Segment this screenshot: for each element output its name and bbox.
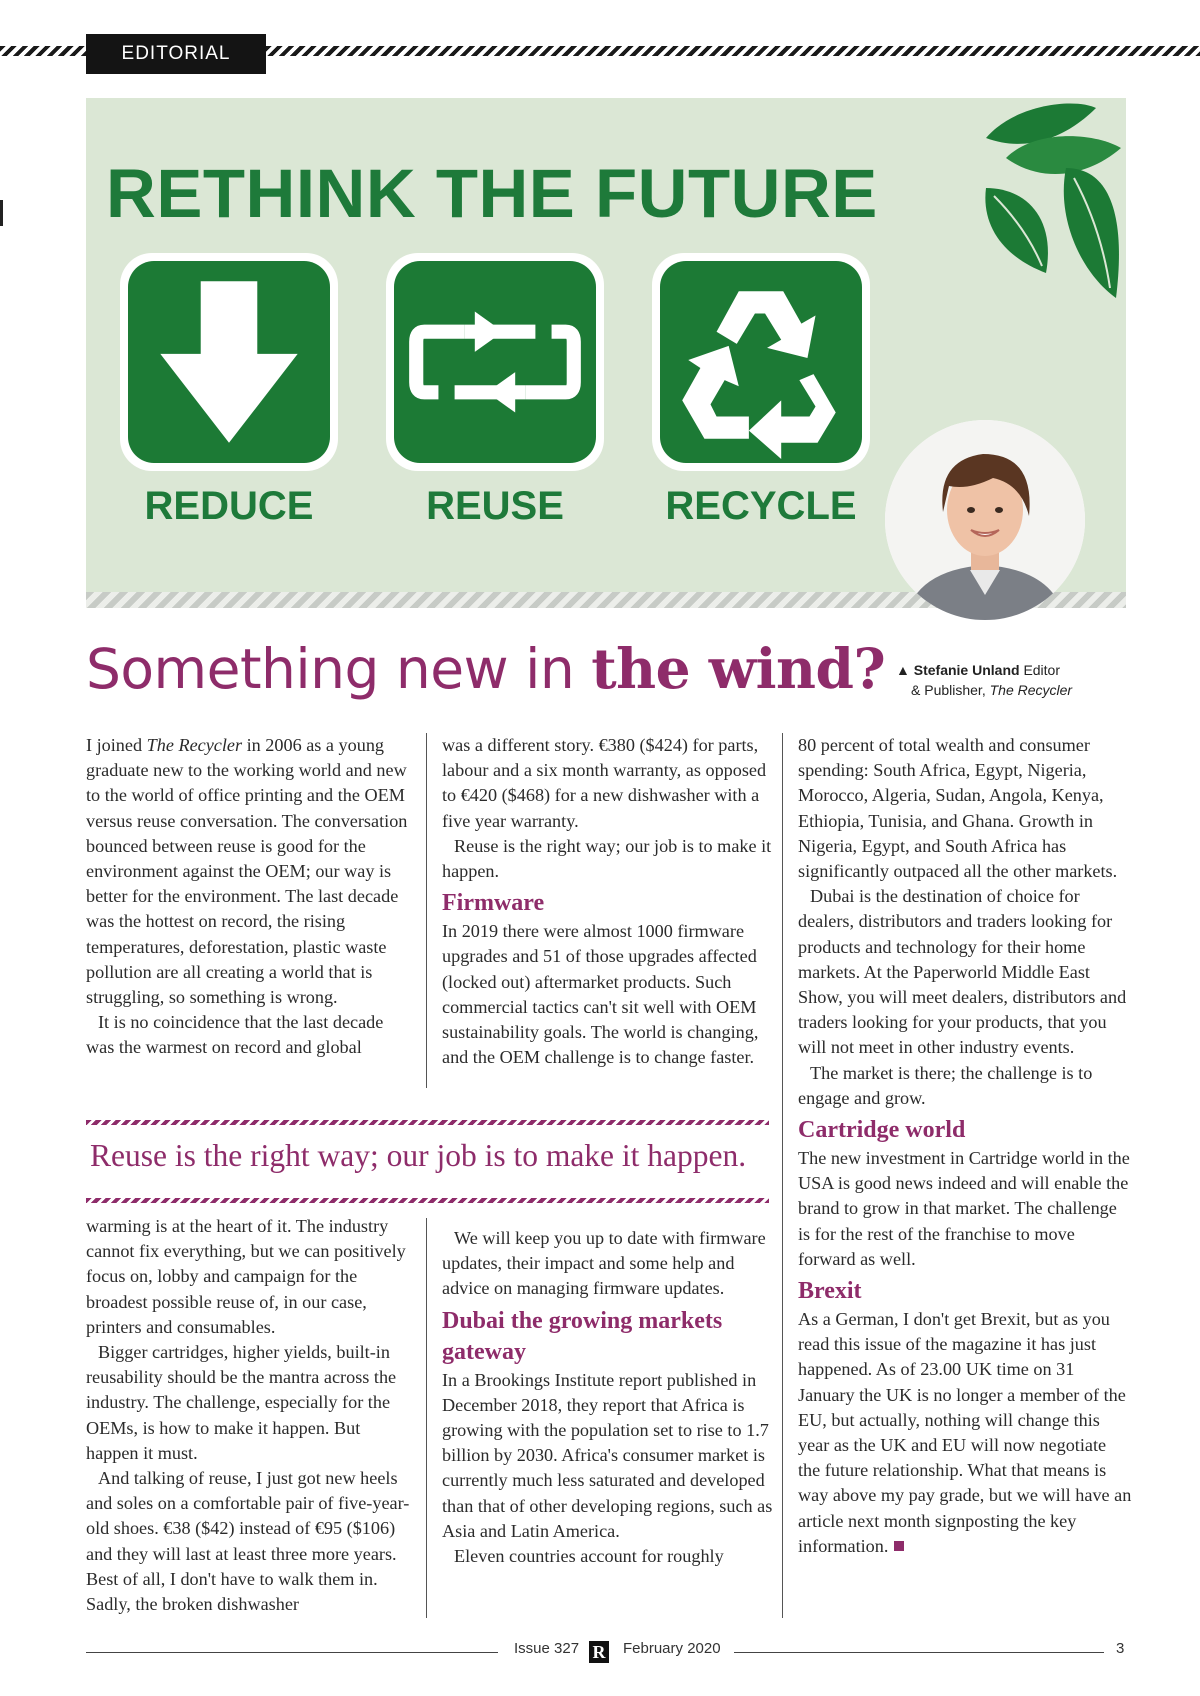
paragraph: The new investment in Cartridge world in the USA is good news indeed and will enable the brand to grow in that market. The challenge is for the rest of the franchise to move forward as well. (798, 1148, 1130, 1269)
column-2-top (442, 733, 774, 1070)
portrait-image (885, 420, 1085, 620)
footer-issue: Issue 327 (514, 1640, 580, 1657)
column-rule-1-bottom (426, 1218, 427, 1618)
column-2-bottom (442, 1226, 774, 1569)
recycle-icon (660, 261, 862, 463)
paragraph: And talking of reuse, I just got new heels and soles on a comfortable pair of five-year-old shoes. €38 ($42) instead of €95 ($106) and they will last at least three more years. Best of all, I don't have to walk them in. Sadly, the broken dishwasher (86, 1468, 410, 1615)
headline-light: Something new in (86, 637, 575, 701)
paragraph: The market is there; the challenge is to engage and grow. (798, 1062, 1093, 1108)
column-rule-2 (782, 733, 783, 1618)
paragraph: I joined The Recycler in 2006 as a young graduate new to the working world and new to the world of office printing and the OEM versus reuse conversation. The conversation bounced between reuse is good for the environment against the OEM; our way is better for the environment. The last decade was the hottest on record, the rising temperatures, deforestation, plastic waste pollution are all creating a world that is struggling, so something is wrong. (86, 735, 408, 1008)
recycle-label: RECYCLE (665, 484, 857, 528)
subhead-cartridge-world: Cartridge world (798, 1117, 966, 1144)
paragraph: warming is at the heart of it. The industry cannot fix everything, but we can positively focus on, lobby and campaign for the broadest possible reuse of, in our case, printers and consumables. (86, 1216, 406, 1337)
header-rule-left (0, 46, 86, 56)
caption-name: Stefanie Unland (913, 662, 1020, 678)
header-rule-right (266, 46, 1200, 56)
end-of-article-mark (894, 1541, 904, 1551)
recycle-tile (652, 253, 870, 471)
paragraph: Reuse is the right way; our job is to make it happen. (442, 835, 772, 882)
hero-title: RETHINK THE FUTURE (106, 155, 878, 232)
footer-rule-left (86, 1652, 498, 1653)
caption-arrow: ▲ (896, 662, 910, 678)
paragraph: We will keep you up to date with firmware updates, their impact and some help and advice on managing firmware updates. (442, 1228, 766, 1299)
column-rule-1-top (426, 733, 427, 1088)
pull-quote: Reuse is the right way; our job is to make it happen. (90, 1138, 747, 1173)
caption-role2: & Publisher, (911, 682, 986, 698)
article-headline (86, 636, 885, 701)
paragraph: Bigger cartridges, higher yields, built-in reusability should be the mantra across the industry. The challenge, especially for the OEMs, is how to make it happen. But happen it must. (86, 1342, 397, 1463)
page-number: 3 (1116, 1640, 1125, 1657)
pull-quote-rule-top (86, 1120, 769, 1125)
paragraph: 80 percent of total wealth and consumer spending: South Africa, Egypt, Nigeria, Morocco, Algeria, Sudan, Angola, Kenya, Ethiopia, Tunisia, and Ghana. Growth in Nigeria, Egypt, and South Africa has significantly outpaced all the other markets. (798, 735, 1118, 882)
subhead-brexit: Brexit (798, 1278, 862, 1305)
loop-arrows-icon (394, 261, 596, 463)
leaves-icon (946, 98, 1126, 318)
paragraph: In 2019 there were almost 1000 firmware upgrades and 51 of those upgrades affected (locked out) aftermarket products. Such commercial tactics can't sit well with OEM sustainability goals. The world is changing, and the OEM challenge is to change faster. (442, 921, 759, 1068)
subhead-firmware: Firmware (442, 890, 545, 917)
column-3 (798, 733, 1132, 1559)
reuse-label: REUSE (426, 484, 564, 528)
subhead-dubai: Dubai the growing markets gateway (442, 1307, 723, 1365)
footer-rule-right (734, 1652, 1104, 1653)
pull-quote-rule-bottom (86, 1198, 769, 1203)
paragraph: was a different story. €380 ($424) for parts, labour and a six month warranty, as opposed to €420 ($468) for a new dishwasher with a five year warranty. (442, 735, 767, 831)
recycler-logo-icon: R (589, 1641, 609, 1663)
reduce-label: REDUCE (144, 484, 314, 528)
paragraph: It is no coincidence that the last decade was the warmest on record and global (86, 1012, 384, 1058)
caption-publication: The Recycler (989, 682, 1073, 698)
reduce-tile (120, 253, 338, 471)
column-1-top (86, 733, 416, 1061)
portrait-caption (896, 660, 1096, 700)
footer-date: February 2020 (623, 1640, 721, 1657)
editor-portrait (885, 420, 1085, 620)
column-1-bottom (86, 1214, 416, 1617)
down-arrow-icon (128, 261, 330, 463)
paragraph: In a Brookings Institute report published in December 2018, they report that Africa is growing with the population set to rise to 1.7 billion by 2030. Africa's consumer market is currently much less saturated and developed than that of other developing regions, such as Asia and Latin America. (442, 1369, 773, 1541)
paragraph: Dubai is the destination of choice for dealers, distributors and traders looking for products and technology for their home markets. At the Paperworld Middle East Show, you will meet dealers, distributors and traders looking for your products, that you will not meet in other industry events. (798, 886, 1127, 1058)
page-edge-mark (0, 200, 3, 226)
paragraph: As a German, I don't get Brexit, but as you read this issue of the magazine it has just happened. As of 23.00 UK time on 31 January the UK is no longer a member of the EU, but actually, nothing will change this year as the UK and EU will now negotiate the future relationship. What that means is way above my pay grade, but we will have an article next month signposting the key information. (798, 1309, 1132, 1556)
caption-role: Editor (1023, 662, 1061, 678)
reuse-tile (386, 253, 604, 471)
headline-bold: the wind? (591, 636, 886, 701)
paragraph: Eleven countries account for roughly (454, 1546, 724, 1567)
section-tag: EDITORIAL (86, 34, 266, 74)
